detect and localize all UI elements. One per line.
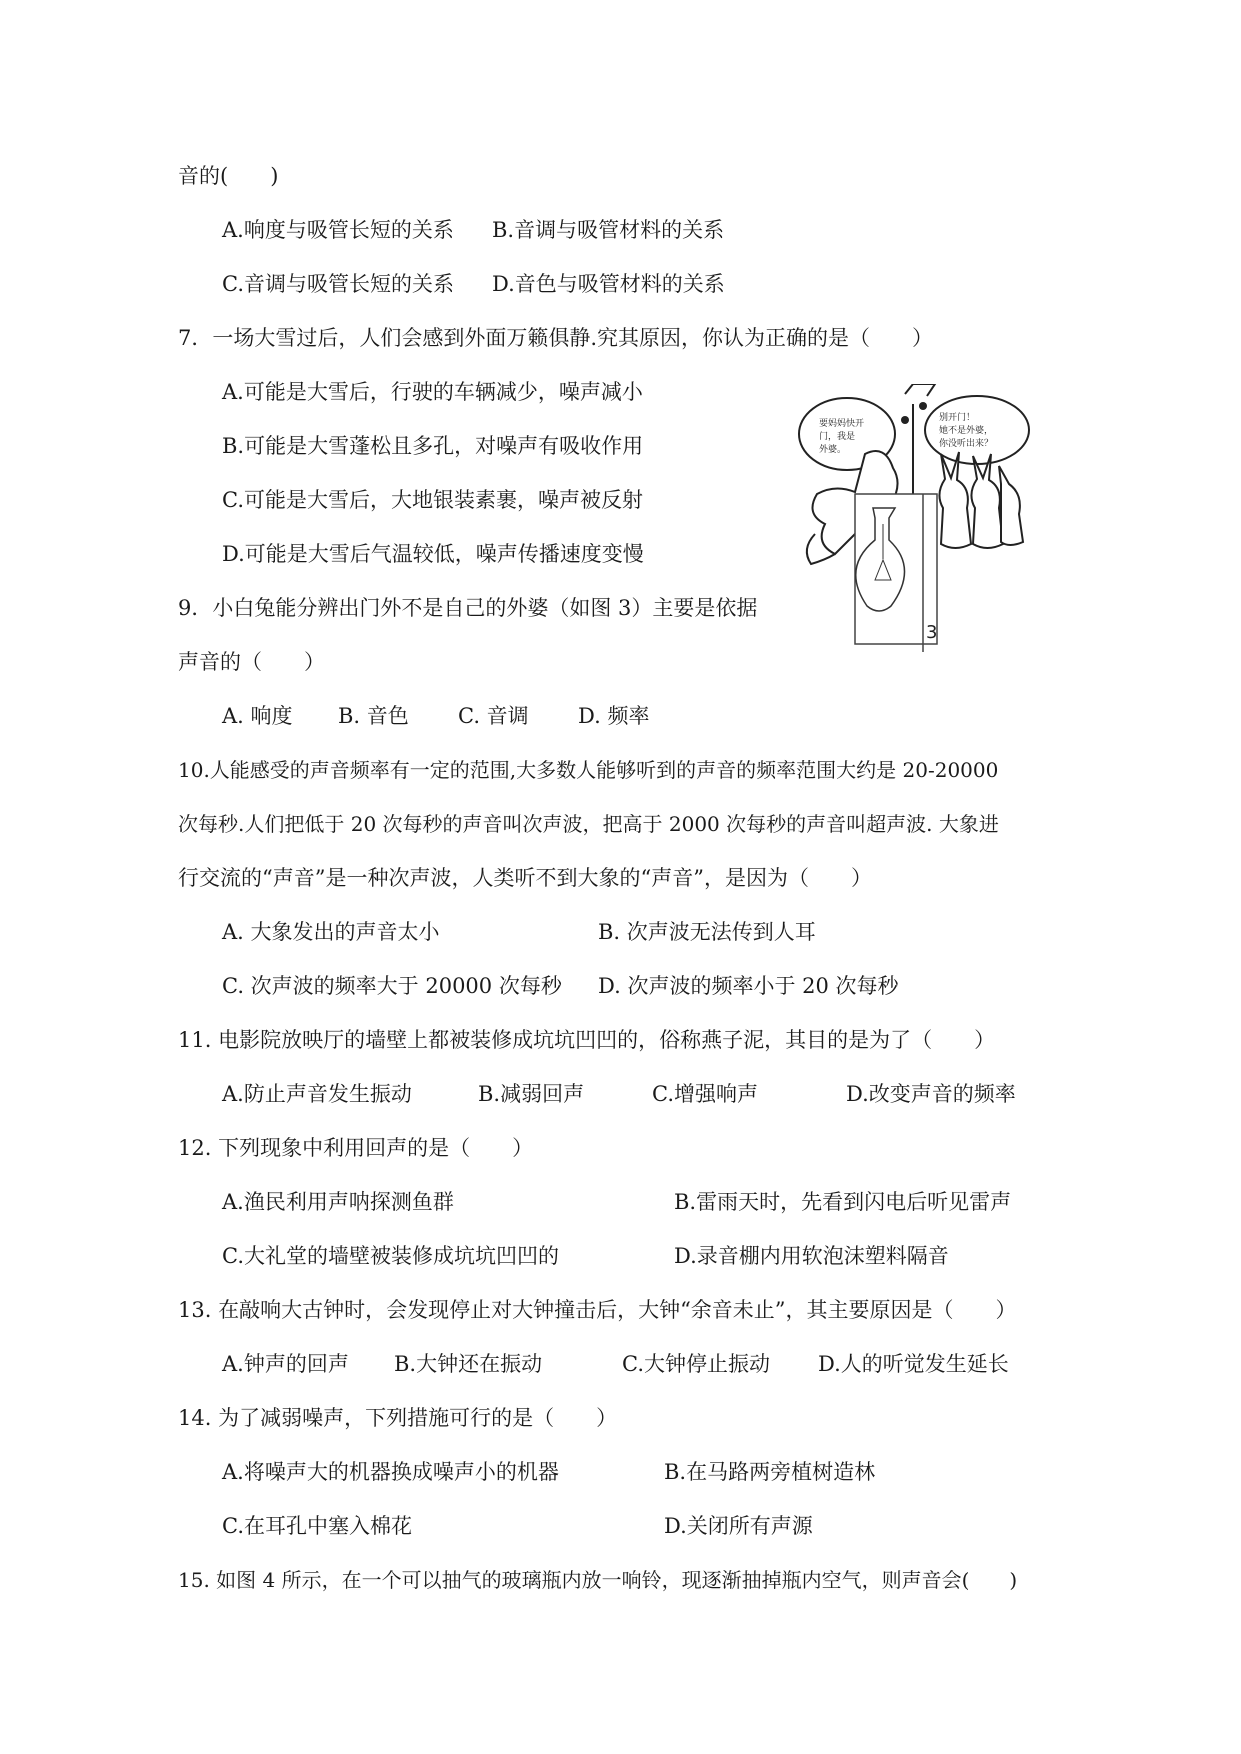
- q9-option-d: D. 频率: [578, 704, 650, 728]
- q12-option-a: A.渔民利用声呐探测鱼群: [222, 1190, 454, 1214]
- q9-option-c: C. 音调: [458, 704, 529, 728]
- q10-stem-line3: 行交流的“声音”是一种次声波，人类听不到大象的“声音”，是因为（ ）: [178, 866, 872, 890]
- q11-option-a: A.防止声音发生振动: [222, 1082, 412, 1106]
- q7-option-a: A.可能是大雪后，行驶的车辆减少，噪声减小: [222, 380, 643, 404]
- q9-option-b: B. 音色: [338, 704, 409, 728]
- q11-option-d: D.改变声音的频率: [846, 1082, 1016, 1106]
- q6-option-d: D.音色与吸管材料的关系: [492, 272, 725, 296]
- q14-option-c: C.在耳孔中塞入棉花: [222, 1514, 412, 1538]
- q9-stem-line2: 声音的（ ）: [178, 650, 325, 674]
- figure-3-drawing: [795, 384, 1035, 654]
- q10-stem-line1: 10.人能感受的声音频率有一定的范围,大多数人能够听到的声音的频率范围大约是 20-20000: [178, 758, 999, 782]
- q14-option-b: B.在马路两旁植树造林: [664, 1460, 876, 1484]
- q7-option-d: D.可能是大雪后气温较低，噪声传播速度变慢: [222, 542, 644, 566]
- q12-option-d: D.录音棚内用软泡沫塑料隔音: [674, 1244, 949, 1268]
- q14-option-a: A.将噪声大的机器换成噪声小的机器: [222, 1460, 559, 1484]
- q12-stem: 12. 下列现象中利用回声的是（ ）: [178, 1136, 534, 1160]
- q14-option-d: D.关闭所有声源: [664, 1514, 813, 1538]
- q12-option-b: B.雷雨天时，先看到闪电后听见雷声: [674, 1190, 1012, 1214]
- q13-stem: 13. 在敲响大古钟时，会发现停止对大钟撞击后，大钟“余音未止”，其主要原因是（ ）: [178, 1298, 1017, 1322]
- q10-option-d: D. 次声波的频率小于 20 次每秒: [598, 974, 899, 998]
- svg-text:外婆。: 外婆。: [819, 445, 847, 455]
- q14-stem: 14. 为了减弱噪声，下列措施可行的是（ ）: [178, 1406, 618, 1430]
- q13-option-b: B.大钟还在振动: [394, 1352, 543, 1376]
- svg-text:她不是外婆，: 她不是外婆，: [939, 426, 994, 436]
- q7-stem: 7．一场大雪过后，人们会感到外面万籁俱静.究其原因，你认为正确的是（ ）: [178, 326, 934, 350]
- rabbit-figure-1: [939, 452, 971, 548]
- q6-option-a: A.响度与吸管长短的关系: [222, 218, 454, 242]
- q11-option-c: C.增强响声: [652, 1082, 758, 1106]
- q10-stem-line2: 次每秒.人们把低于 20 次每秒的声音叫次声波，把高于 2000 次每秒的声音叫超声波. 大象进: [178, 812, 999, 836]
- bubble-left-text: 要妈妈快开: [819, 419, 865, 429]
- q6-option-b: B.音调与吸管材料的关系: [492, 218, 725, 242]
- q10-option-c: C. 次声波的频率大于 20000 次每秒: [222, 974, 562, 998]
- q13-option-a: A.钟声的回声: [222, 1352, 349, 1376]
- q7-option-b: B.可能是大雪蓬松且多孔，对噪声有吸收作用: [222, 434, 644, 458]
- q10-option-b: B. 次声波无法传到人耳: [598, 920, 816, 944]
- q7-option-c: C.可能是大雪后，大地银装素裹，噪声被反射: [222, 488, 643, 512]
- figure-3: [795, 384, 1035, 654]
- svg-text:你没听出来？: 你没听出来？: [939, 439, 994, 449]
- q9-option-a: A. 响度: [222, 704, 293, 728]
- q15-stem: 15. 如图 4 所示，在一个可以抽气的玻璃瓶内放一响铃，现逐渐抽掉瓶内空气，则声音会( ): [178, 1568, 1018, 1592]
- q9-stem-line1: 9．小白兔能分辨出门外不是自己的外婆（如图 3）主要是依据: [178, 596, 758, 620]
- q11-stem: 11. 电影院放映厅的墙壁上都被装修成坑坑凹凹的，俗称燕子泥，其目的是为了（ ）: [178, 1028, 996, 1052]
- q6-option-c: C.音调与吸管长短的关系: [222, 272, 454, 296]
- q10-option-a: A. 大象发出的声音太小: [222, 920, 440, 944]
- q13-option-d: D.人的听觉发生延长: [818, 1352, 1009, 1376]
- q11-option-b: B.减弱回声: [478, 1082, 585, 1106]
- svg-text:门，我是: 门，我是: [819, 432, 856, 442]
- q13-option-c: C.大钟停止振动: [622, 1352, 770, 1376]
- bubble-right-text: 别开门！: [939, 413, 976, 423]
- q6-stem-tail: 音的( ): [178, 164, 279, 188]
- q12-option-c: C.大礼堂的墙壁被装修成坑坑凹凹的: [222, 1244, 559, 1268]
- figure-3-label: 3: [926, 622, 938, 643]
